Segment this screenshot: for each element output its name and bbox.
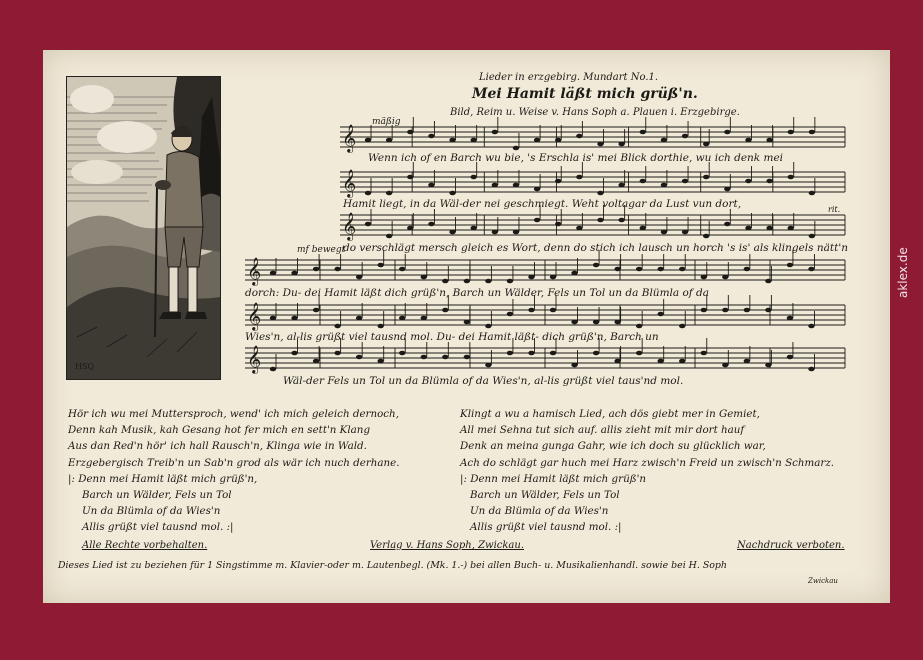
- note-head: [640, 130, 646, 135]
- note-head: [766, 226, 772, 231]
- verse-right-line: Klingt a wu a hamisch Lied, ach dös giebt mer in Gemiet,: [460, 408, 760, 420]
- note-head: [470, 175, 476, 180]
- note-head: [555, 138, 561, 143]
- note-head: [449, 138, 455, 143]
- note-head: [513, 183, 519, 188]
- note-head: [313, 308, 319, 313]
- treble-clef: 𝄞: [342, 212, 357, 240]
- note-head: [470, 226, 476, 231]
- note-head: [399, 267, 405, 272]
- note-head: [356, 316, 362, 321]
- verse-left-line: Hör ich wu mei Muttersproch, wend' ich mich geleich dernoch,: [68, 408, 399, 420]
- music-lyric-line-3: do verschlägt mersch gleich es Wort, denn do stich ich lausch un horch 's is' als klingels nätt'n: [343, 242, 848, 254]
- note-head: [513, 146, 519, 151]
- note-head: [640, 226, 646, 231]
- note-head: [485, 324, 491, 329]
- note-head: [421, 355, 427, 360]
- note-head: [808, 324, 814, 329]
- note-head: [428, 183, 434, 188]
- note-head: [724, 130, 730, 135]
- note-head: [809, 191, 815, 196]
- note-head: [291, 271, 297, 276]
- note-head: [386, 138, 392, 143]
- note-head: [270, 367, 276, 372]
- note-head: [485, 363, 491, 368]
- series-label: Lieder in erzgebirg. Mundart No.1.: [479, 72, 659, 83]
- note-head: [428, 222, 434, 227]
- note-head: [571, 271, 577, 276]
- verse-right-line: Barch un Wälder, Fels un Tol: [470, 489, 620, 502]
- note-head: [722, 275, 728, 280]
- note-head: [313, 359, 319, 364]
- note-head: [492, 130, 498, 135]
- verse-left-line: |: Denn mei Hamit läßt mich grüß'n,: [68, 472, 258, 485]
- note-head: [593, 263, 599, 268]
- note-head: [765, 279, 771, 284]
- tempo-start: mäßig: [372, 117, 401, 127]
- watermark: aklex.de: [896, 247, 910, 298]
- note-head: [407, 226, 413, 231]
- note-head: [428, 134, 434, 139]
- note-head: [386, 191, 392, 196]
- note-head: [291, 316, 297, 321]
- note-head: [744, 359, 750, 364]
- note-head: [513, 230, 519, 235]
- verse-right-line: |: Denn mei Hamit läßt mich grüß'n: [460, 472, 647, 485]
- note-head: [636, 324, 642, 329]
- note-head: [534, 138, 540, 143]
- treble-clef: 𝄞: [342, 124, 357, 152]
- note-head: [442, 308, 448, 313]
- note-head: [313, 267, 319, 272]
- note-head: [528, 351, 534, 356]
- note-head: [787, 316, 793, 321]
- verse-left-line: Un da Blümla of da Wies'n: [82, 505, 221, 518]
- note-head: [765, 363, 771, 368]
- note-head: [576, 226, 582, 231]
- verse-right-line: Ach do schlägt gar huch mei Harz zwisch'n Freid un zwisch'n Schmarz.: [460, 456, 835, 469]
- note-head: [808, 267, 814, 272]
- note-head: [593, 351, 599, 356]
- publisher-notice: Verlag v. Hans Soph, Zwickau.: [370, 540, 525, 551]
- music-lyric-line-4: dorch: Du- dei Hamit läßt dich grüß'n, Barch un Wälder, Fels un Tol un da Blümla of da: [245, 287, 710, 299]
- note-head: [682, 179, 688, 184]
- note-head: [528, 308, 534, 313]
- note-head: [809, 234, 815, 239]
- note-head: [449, 230, 455, 235]
- note-head: [701, 351, 707, 356]
- note-head: [787, 263, 793, 268]
- note-head: [597, 142, 603, 147]
- note-head: [657, 267, 663, 272]
- note-head: [334, 324, 340, 329]
- note-head: [636, 267, 642, 272]
- tempo-second: mf bewegt: [297, 245, 346, 255]
- note-head: [788, 175, 794, 180]
- note-head: [571, 363, 577, 368]
- note-head: [365, 138, 371, 143]
- note-head: [576, 134, 582, 139]
- note-head: [442, 355, 448, 360]
- treble-clef: 𝄞: [342, 169, 357, 197]
- publisher-city: Zwickau: [808, 577, 838, 585]
- verse-right: [460, 406, 834, 536]
- note-head: [334, 351, 340, 356]
- note-head: [788, 130, 794, 135]
- note-head: [576, 175, 582, 180]
- note-head: [614, 320, 620, 325]
- note-head: [679, 359, 685, 364]
- note-head: [722, 308, 728, 313]
- verse-left-line: Erzgebergisch Treib'n un Sab'n grod als wär ich nuch derhane.: [68, 456, 400, 469]
- song-title: Mei Hamit läßt mich grüß'n.: [472, 86, 698, 102]
- note-head: [421, 275, 427, 280]
- note-head: [640, 179, 646, 184]
- note-head: [679, 324, 685, 329]
- note-head: [550, 275, 556, 280]
- note-head: [555, 222, 561, 227]
- note-head: [744, 267, 750, 272]
- verse-left-line: Allis grüßt viel tausnd mol. :|: [82, 521, 234, 534]
- note-head: [550, 308, 556, 313]
- note-head: [724, 222, 730, 227]
- note-head: [701, 275, 707, 280]
- note-head: [724, 187, 730, 192]
- note-head: [386, 234, 392, 239]
- note-head: [464, 320, 470, 325]
- note-head: [464, 279, 470, 284]
- note-head: [365, 222, 371, 227]
- reprint-notice: Nachdruck verboten.: [737, 540, 845, 551]
- note-head: [744, 308, 750, 313]
- note-head: [701, 308, 707, 313]
- note-head: [270, 271, 276, 276]
- note-head: [365, 191, 371, 196]
- note-head: [492, 230, 498, 235]
- note-head: [407, 175, 413, 180]
- note-head: [679, 267, 685, 272]
- note-head: [534, 218, 540, 223]
- note-head: [571, 320, 577, 325]
- verse-right-line: Denk an meina gunga Gahr, wie ich doch su glücklich war,: [460, 440, 766, 453]
- note-head: [597, 191, 603, 196]
- music-lyric-line-6: Wäl-der Fels un Tol un da Blümla of da Wies'n, al-lis grüßt viel taus'nd mol.: [283, 375, 684, 387]
- note-head: [809, 130, 815, 135]
- music-lyric-line-5: Wies'n, al-lis grüßt viel tausnd mol. Du- dei Hamit läßt- dich grüß'n, Barch un: [245, 331, 659, 343]
- note-head: [442, 279, 448, 284]
- note-head: [766, 138, 772, 143]
- note-head: [618, 183, 624, 188]
- note-head: [593, 320, 599, 325]
- note-head: [682, 230, 688, 235]
- music-lyric-line-2: Hamit liegt, in da Wäl-der nei geschmiegt. Weht voltagar da Lust vun dort,: [343, 198, 742, 210]
- note-head: [657, 359, 663, 364]
- note-head: [597, 218, 603, 223]
- verse-left-line: Barch un Wälder, Fels un Tol: [82, 489, 232, 502]
- note-head: [765, 308, 771, 313]
- note-head: [507, 312, 513, 317]
- verse-right-line: All mei Sehna tut sich auf. allis zieht mit mir dort hauf: [460, 424, 745, 437]
- music-lyric-line-1: Wenn ich of en Barch wu bie, 's Erschla is' mei Blick dorthie, wu ich denk mei: [368, 152, 784, 164]
- note-head: [550, 351, 556, 356]
- note-head: [470, 138, 476, 143]
- note-head: [657, 312, 663, 317]
- note-head: [703, 234, 709, 239]
- note-head: [507, 351, 513, 356]
- note-head: [682, 134, 688, 139]
- note-head: [507, 279, 513, 284]
- note-head: [703, 175, 709, 180]
- note-head: [555, 179, 561, 184]
- song-credits: Bild, Reim u. Weise v. Hans Soph a. Plauen i. Erzgebirge.: [450, 107, 740, 118]
- note-head: [421, 316, 427, 321]
- verse-right-line: Allis grüßt viel tausnd mol. :|: [470, 521, 622, 534]
- note-head: [377, 359, 383, 364]
- verse-right-line: Un da Blümla of da Wies'n: [470, 505, 609, 518]
- tempo-rit: rit.: [828, 205, 841, 214]
- note-head: [618, 142, 624, 147]
- note-head: [808, 367, 814, 372]
- note-head: [788, 226, 794, 231]
- note-head: [356, 355, 362, 360]
- hiker-illustration: [66, 76, 221, 380]
- note-head: [485, 279, 491, 284]
- note-head: [291, 351, 297, 356]
- note-head: [745, 138, 751, 143]
- note-head: [464, 355, 470, 360]
- note-head: [722, 363, 728, 368]
- note-head: [745, 179, 751, 184]
- note-head: [492, 183, 498, 188]
- note-head: [745, 226, 751, 231]
- note-head: [636, 351, 642, 356]
- note-head: [399, 351, 405, 356]
- note-head: [528, 275, 534, 280]
- note-head: [766, 179, 772, 184]
- verse-left-line: Aus dan Red'n hör' ich hall Rausch'n, Klinga wie in Wald.: [68, 440, 367, 453]
- verse-left: [68, 406, 400, 536]
- rights-notice: Alle Rechte vorbehalten.: [82, 540, 208, 551]
- note-head: [356, 275, 362, 280]
- illustration-signature: HSQ: [75, 362, 95, 371]
- treble-clef: 𝄞: [247, 302, 262, 330]
- note-head: [787, 355, 793, 360]
- treble-clef: 𝄞: [247, 345, 262, 373]
- note-head: [399, 316, 405, 321]
- note-head: [614, 359, 620, 364]
- note-head: [618, 218, 624, 223]
- treble-clef: 𝄞: [247, 257, 262, 285]
- note-head: [703, 142, 709, 147]
- note-head: [614, 267, 620, 272]
- note-head: [449, 191, 455, 196]
- availability-note: Dieses Lied ist zu beziehen für 1 Singstimme m. Klavier-oder m. Lautenbegl. (Mk. 1.-) bei allen Buch- u. Musikalienhandl. sowie bei H. Soph: [58, 560, 727, 571]
- note-head: [661, 183, 667, 188]
- note-head: [377, 324, 383, 329]
- note-head: [661, 138, 667, 143]
- note-head: [661, 230, 667, 235]
- note-head: [270, 316, 276, 321]
- note-head: [534, 187, 540, 192]
- note-head: [334, 267, 340, 272]
- note-head: [407, 130, 413, 135]
- note-head: [377, 263, 383, 268]
- verse-left-line: Denn kah Musik, kah Gesang hot fer mich en sett'n Klang: [68, 424, 371, 437]
